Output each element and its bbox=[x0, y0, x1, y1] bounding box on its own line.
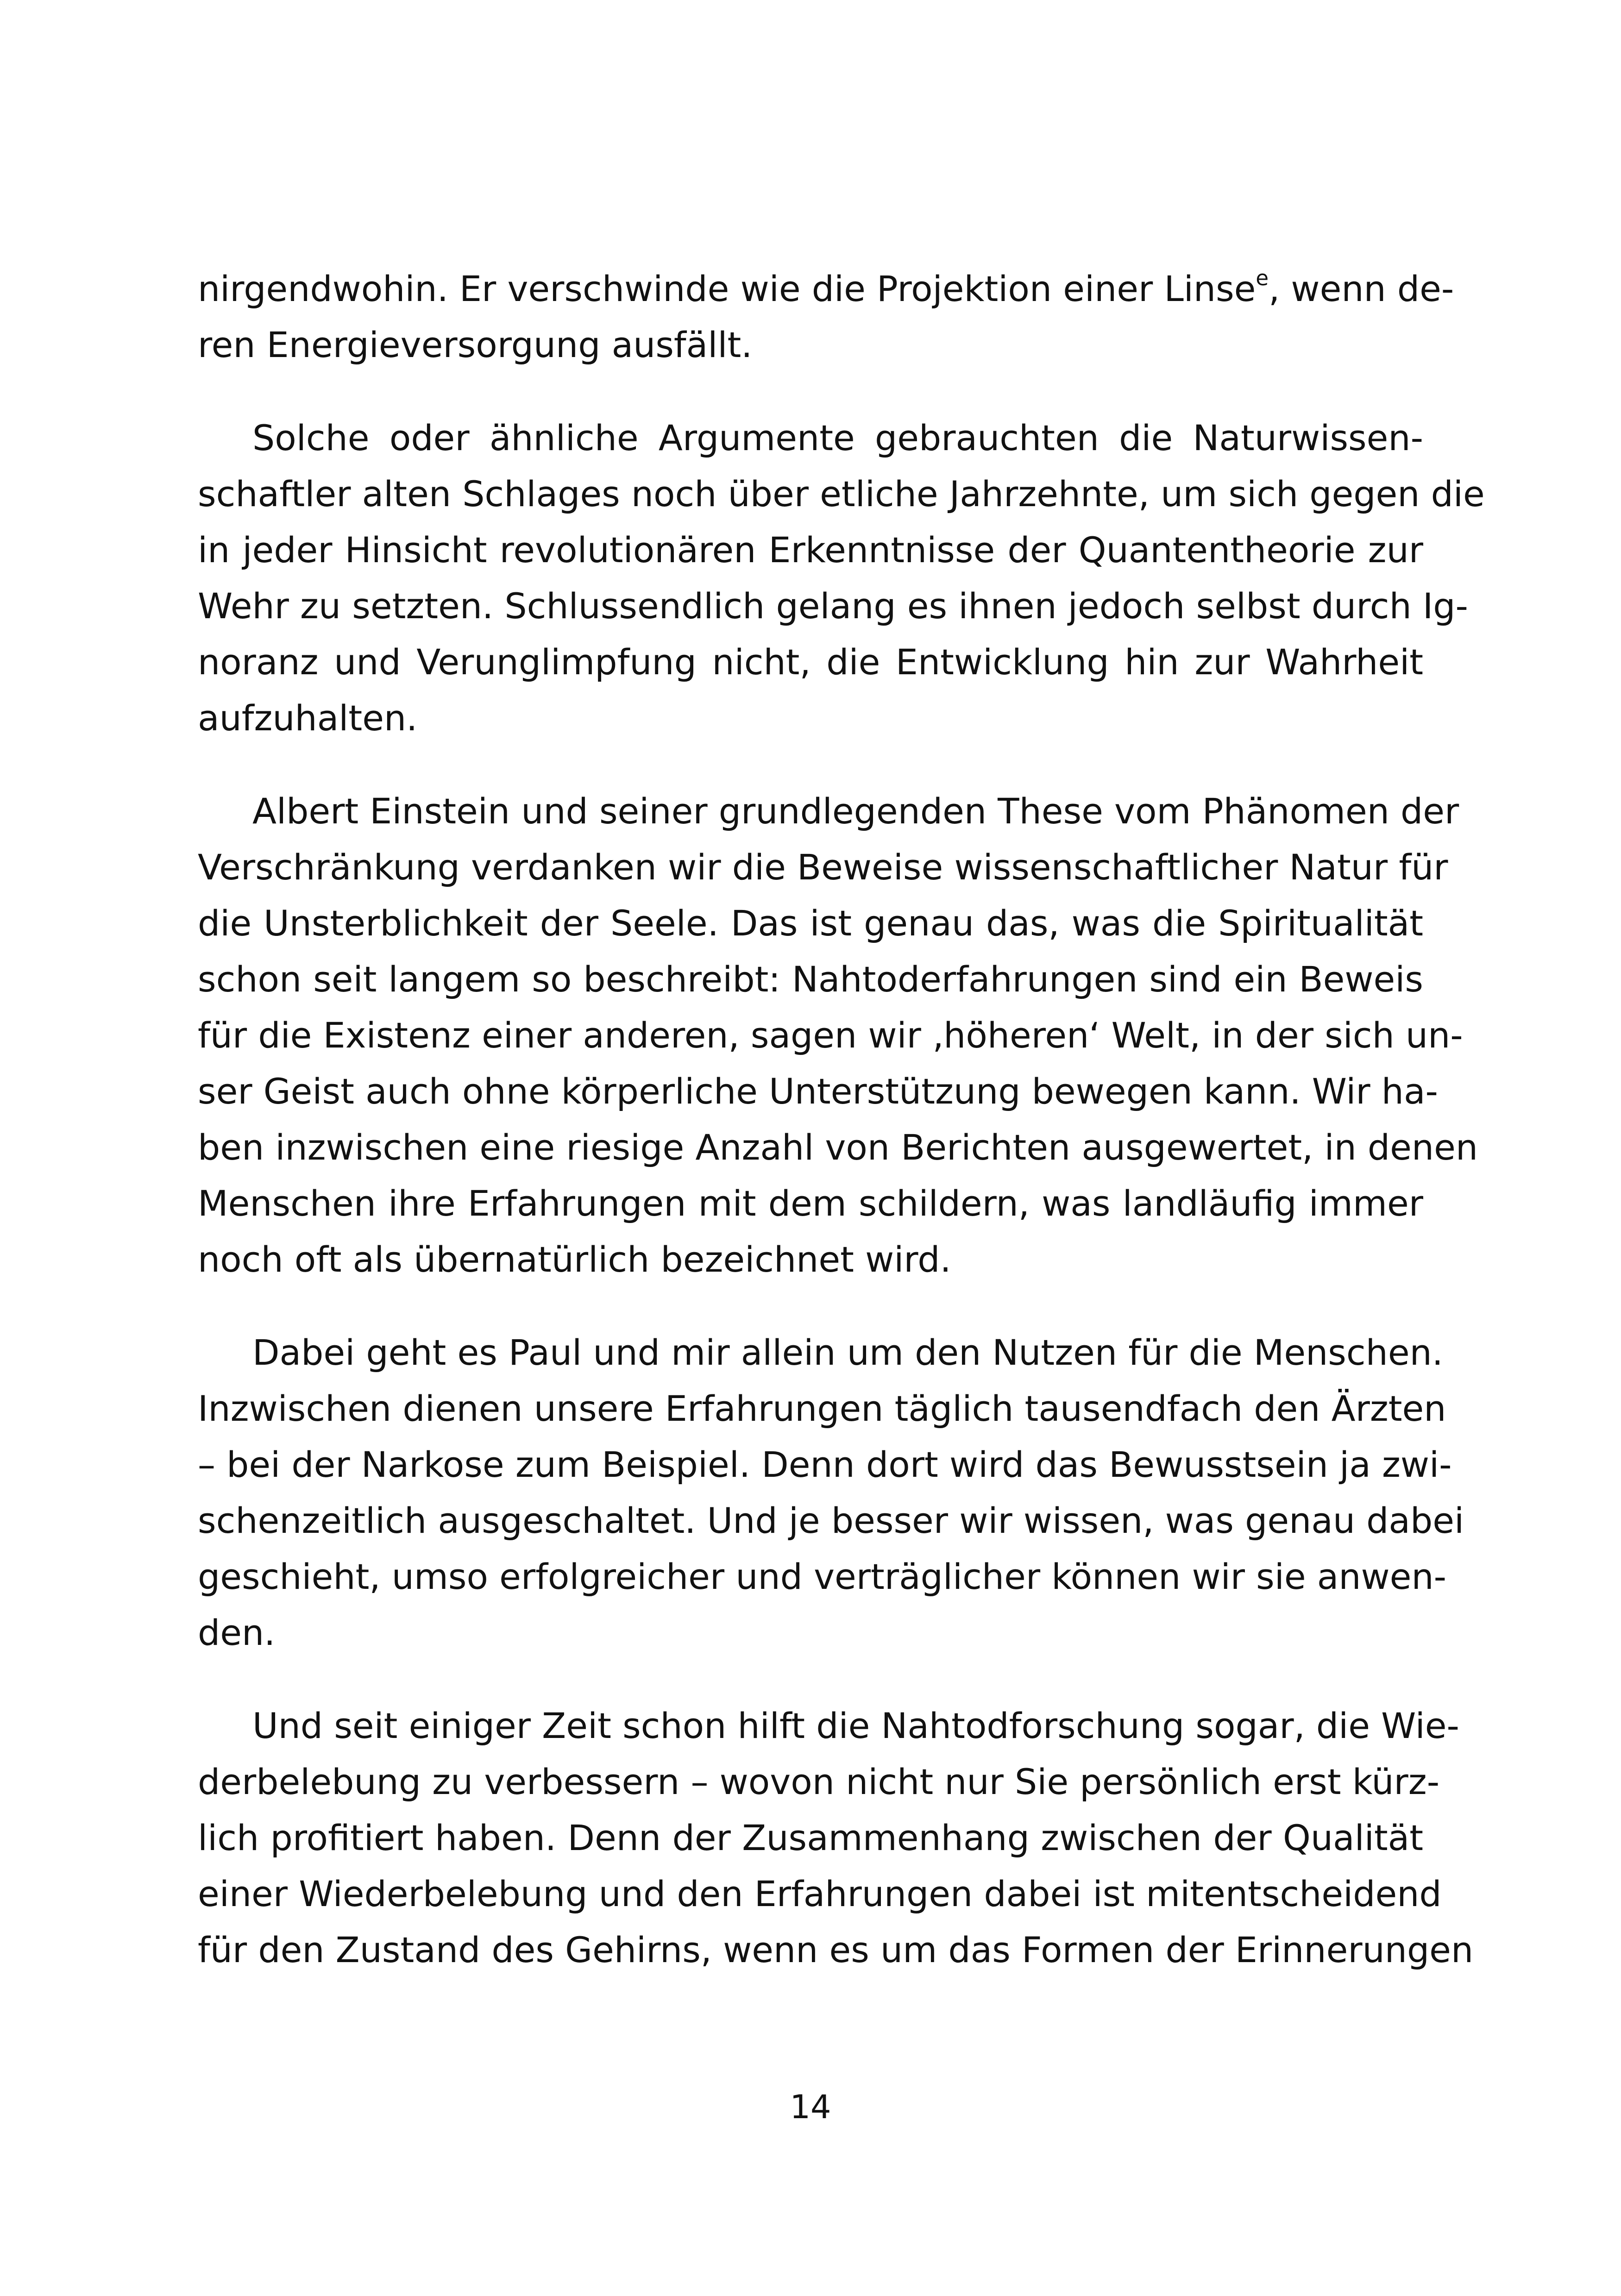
paragraph-2 bbox=[198, 410, 1485, 746]
text-line-content: nirgendwohin. Er verschwinde wie die Projektion einer Linse bbox=[198, 268, 1256, 309]
text-line: Wehr zu setzten. Schlussendlich gelang es ihnen jedoch selbst durch Ig- bbox=[198, 585, 1468, 627]
text-line: den. bbox=[198, 1612, 276, 1653]
paragraph-1 bbox=[198, 261, 1454, 373]
footnote-marker: e bbox=[1256, 266, 1269, 290]
paragraph-4 bbox=[198, 1324, 1464, 1661]
text-line: für den Zustand des Gehirns, wenn es um das Formen der Erinnerungen bbox=[198, 1929, 1474, 1970]
text-line: geschieht, umso erfolgreicher und verträglicher können wir sie anwen- bbox=[198, 1556, 1447, 1597]
text-line: Menschen ihre Erfahrungen mit dem schildern, was landläufig immer bbox=[198, 1183, 1423, 1224]
text-line: schaftler alten Schlages noch über etliche Jahrzehnte, um sich gegen die bbox=[198, 473, 1485, 514]
text-line: Albert Einstein und seiner grundlegenden These vom Phänomen der bbox=[252, 790, 1459, 832]
text-line: für die Existenz einer anderen, sagen wir ‚höheren‘ Welt, in der sich un- bbox=[198, 1015, 1463, 1056]
text-line: schenzeitlich ausgeschaltet. Und je besser wir wissen, was genau dabei bbox=[198, 1500, 1464, 1541]
text-line: ser Geist auch ohne körperliche Unterstützung bewegen kann. Wir ha- bbox=[198, 1071, 1438, 1112]
paragraph-5 bbox=[198, 1698, 1474, 1978]
text-line: Und seit einiger Zeit schon hilft die Nahtodforschung sogar, die Wie- bbox=[252, 1705, 1459, 1746]
text-line: ren Energieversorgung ausfällt. bbox=[198, 324, 753, 365]
paragraph-3 bbox=[198, 783, 1478, 1287]
text-line: aufzuhalten. bbox=[198, 697, 418, 739]
page-number: 14 bbox=[790, 2088, 831, 2126]
text-line: schon seit langem so beschreibt: Nahtoderfahrungen sind ein Beweis bbox=[198, 959, 1423, 1000]
text-line: Verschränkung verdanken wir die Beweise wissenschaftlicher Natur für bbox=[198, 847, 1448, 888]
text-line: in jeder Hinsicht revolutionären Erkenntnisse der Quantentheorie zur bbox=[198, 529, 1423, 571]
text-line: die Unsterblichkeit der Seele. Das ist genau das, was die Spiritualität bbox=[198, 903, 1423, 944]
text-line-tail: , wenn de- bbox=[1269, 268, 1454, 309]
text-line: Dabei geht es Paul und mir allein um den Nutzen für die Menschen. bbox=[252, 1332, 1443, 1373]
text-line: ben inzwischen eine riesige Anzahl von Berichten ausgewertet, in denen bbox=[198, 1127, 1478, 1168]
body-text bbox=[198, 261, 1485, 2015]
text-line: Solche oder ähnliche Argumente gebrauchten die Naturwissen- bbox=[252, 417, 1423, 458]
text-line: Inzwischen dienen unsere Erfahrungen täglich tausendfach den Ärzten bbox=[198, 1388, 1446, 1429]
text-line: derbelebung zu verbessern – wovon nicht nur Sie persönlich erst kürz- bbox=[198, 1761, 1440, 1802]
text-line: noranz und Verunglimpfung nicht, die Entwicklung hin zur Wahrheit bbox=[198, 641, 1423, 683]
text-line: noch oft als übernatürlich bezeichnet wird. bbox=[198, 1239, 951, 1280]
text-line: einer Wiederbelebung und den Erfahrungen dabei ist mitentscheidend bbox=[198, 1873, 1442, 1914]
text-line bbox=[198, 261, 1454, 317]
text-line: lich profitiert haben. Denn der Zusammenhang zwischen der Qualität bbox=[198, 1817, 1423, 1858]
text-line: – bei der Narkose zum Beispiel. Denn dort wird das Bewusstsein ja zwi- bbox=[198, 1444, 1452, 1485]
